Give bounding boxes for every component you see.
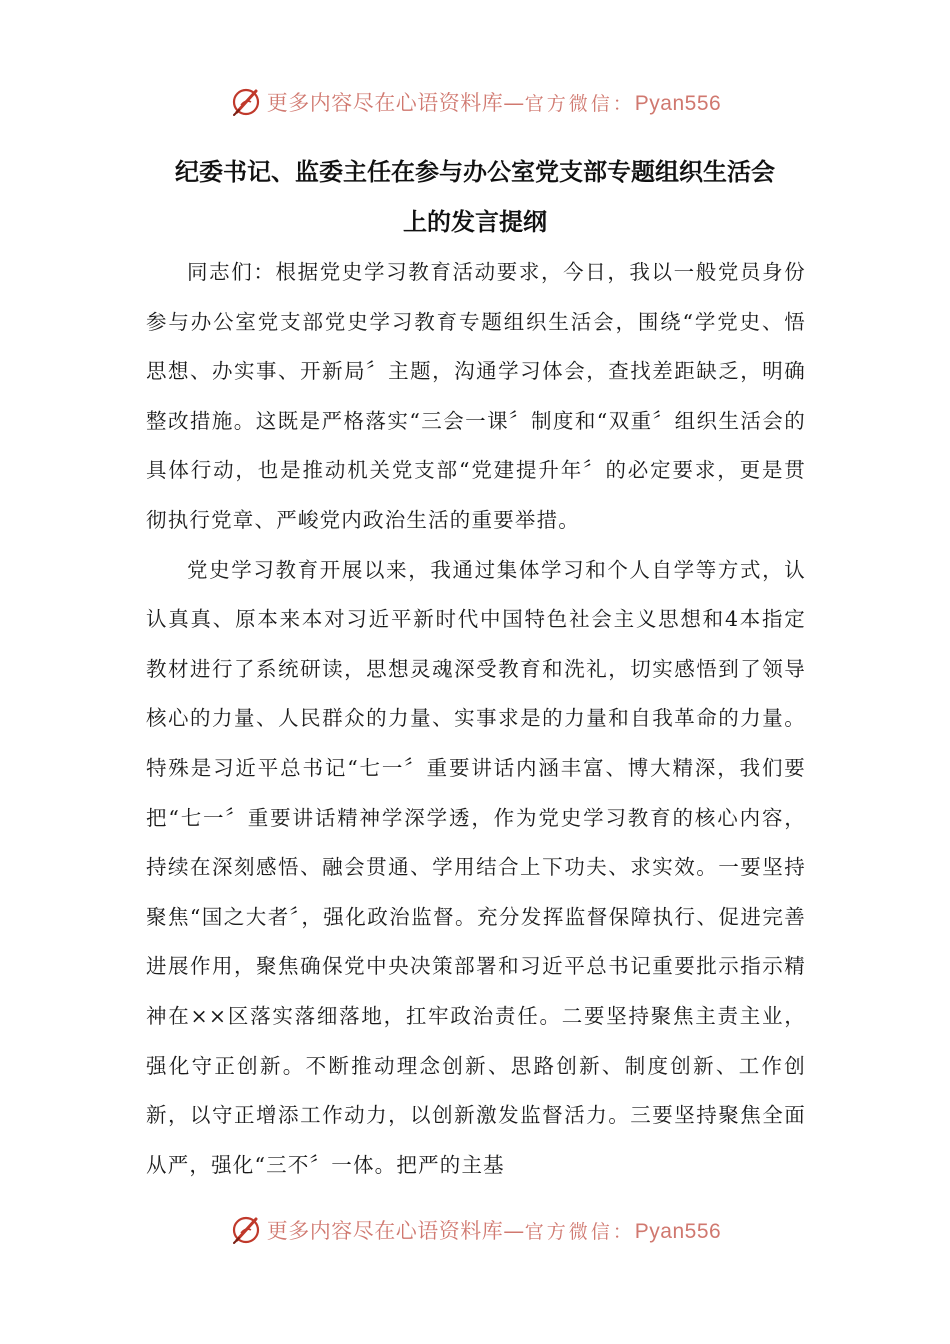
banner-text — [267, 1215, 721, 1245]
banner-wechat-label: 官方微信： — [524, 93, 635, 115]
banner-site-name: 更多内容尽在心语资料库 — [266, 1219, 504, 1243]
paragraph-1: 同志们：根据党史学习教育活动要求，今日，我以一般党员身份参与办公室党支部党史学习教育专题组织生活会，围绕“学党史、悟思想、办实事、开新局〞主题，沟通学习体会，查找差距缺乏，明确整改措施。这既是严格落实“三会一课〞制度和“双重〞组织生活会的具体行动，也是推动机关党支部“党建提升年〞的必定要求，更是贯彻执行党章、严峻党内政治生活的重要举措。 — [146, 260, 806, 532]
banner-separator: — — [503, 91, 525, 115]
banner-wechat-label: 官方微信： — [524, 1221, 635, 1243]
banner-wechat-id: Pyan556 — [634, 92, 722, 115]
banner-site-name: 更多内容尽在心语资料库 — [266, 91, 504, 115]
document-title-line-1: 纪委书记、监委主任在参与办公室党支部专题组织生活会 — [175, 158, 775, 186]
paragraph-2: 党史学习教育开展以来，我通过集体学习和个人自学等方式，认认真真、原本来本对习近平新时代中国特色社会主义思想和4本指定教材进行了系统研读，思想灵魂深受教育和洗礼，切实感悟到了领导核心的力量、人民群众的力量、实事求是的力量和自我革命的力量。特殊是习近平总书记“七一〞重要讲话内涵丰富、博大精深，我们要把“七一〞重要讲话精神学深学透，作为党史学习教育的核心内容，持续在深刻感悟、融会贯通、学用结合上下功夫、求实效。一要坚持聚焦“国之大者〞，强化政治监督。充分发挥监督保障执行、促进完善进展作用，聚焦确保党中央决策部署和习近平总书记重要批示指示精神在××区落实落细落地，扛牢政治责任。二要坚持聚焦主责主业，强化守正创新。不断推动理念创新、思路创新、制度创新、工作创新，以守正增添工作动力，以创新激发监督活力。三要坚持聚焦全面从严，强化“三不〞一体。把严的主基 — [146, 557, 806, 1177]
header-watermark-banner — [0, 82, 950, 122]
banner-text — [267, 87, 721, 117]
pen-logo-icon — [229, 85, 263, 119]
document-body — [146, 248, 806, 1190]
document-title-line-2: 上的发言提纲 — [403, 208, 547, 236]
pen-logo-icon — [229, 1213, 263, 1247]
banner-wechat-id: Pyan556 — [634, 1220, 722, 1243]
footer-watermark-banner — [0, 1210, 950, 1250]
banner-separator: — — [503, 1219, 525, 1243]
